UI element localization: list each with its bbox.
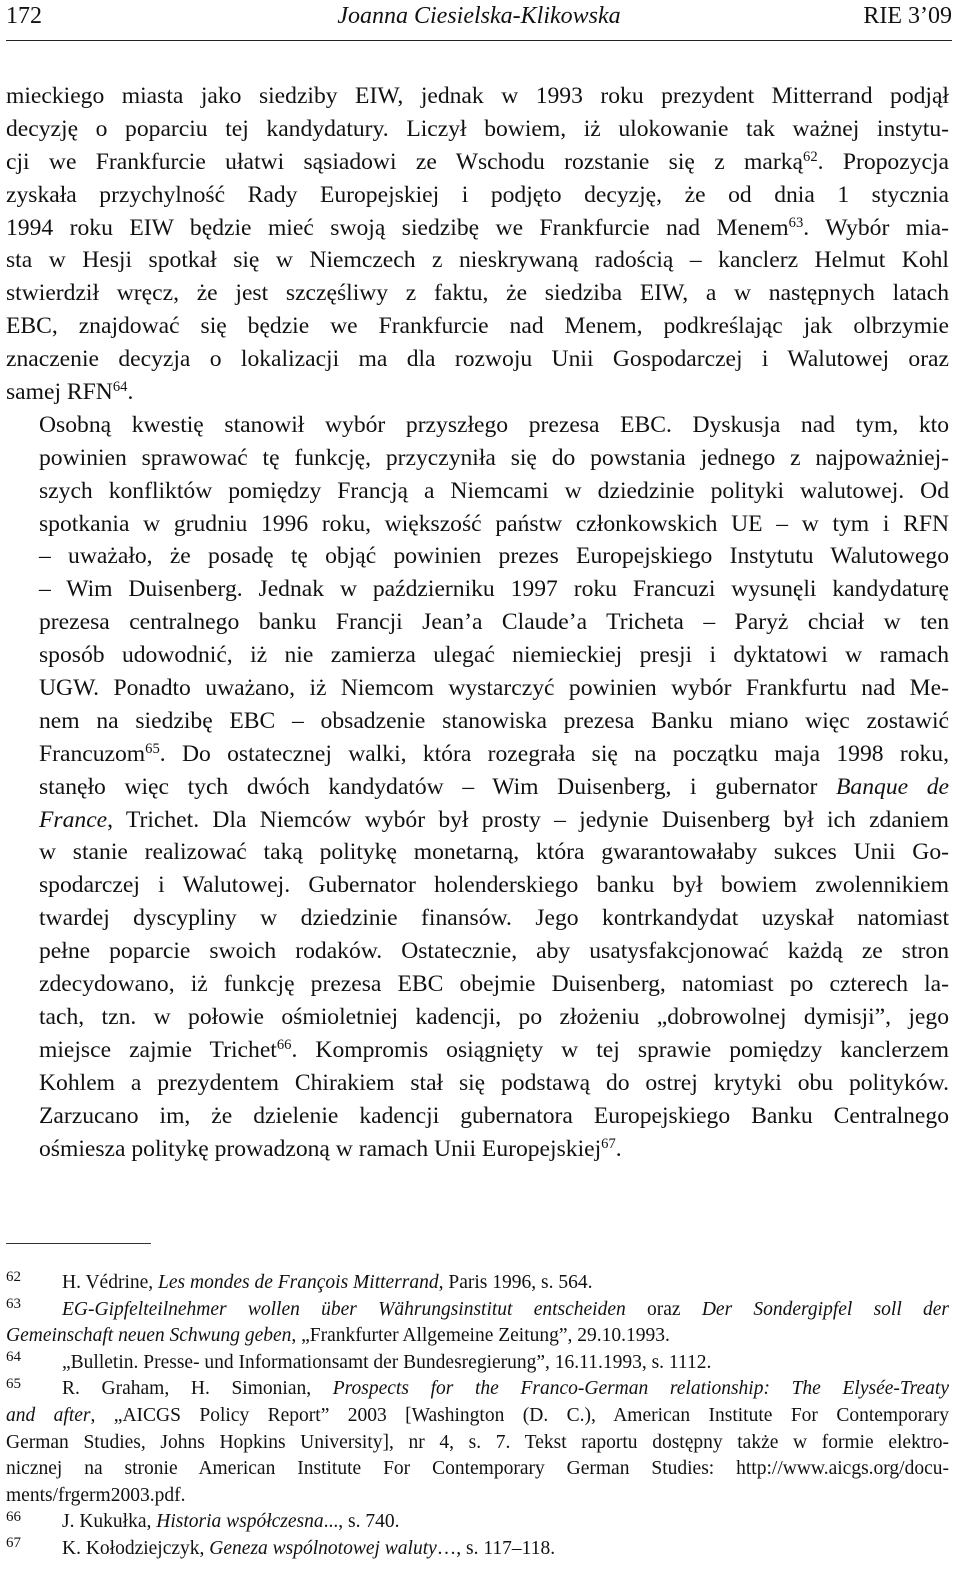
text-run: zyskała przychylność Rady Europejskiej i podjęto decyzję, że od dnia 1 stycznia [6,181,949,208]
text-line [6,1001,949,1034]
text-run: decyzję o poparciu tej kandydatury. Liczył bowiem, iż ulokowanie tak ważnej instytu- [6,115,949,142]
italic-text: Gemeinschaft neuen Schwung geben [6,1325,292,1347]
text-run: stwierdził wręcz, że jest szczęśliwy z faktu, że siedziba EIW, a w następnych latach [6,280,949,307]
paragraph-1 [6,80,949,409]
italic-text: and after [6,1404,91,1426]
text-line [6,343,949,376]
text-line [6,376,949,409]
text-line [6,672,949,705]
text-run: . Kompromis osiągnięty w tej sprawie pomiędzy kanclerzem [291,1036,949,1063]
paragraph-2 [6,409,949,1165]
text-line [6,1133,949,1166]
text-run: J. Kukułka, [62,1511,157,1533]
text-line [6,310,949,343]
text-run: H. Védrine, [62,1272,159,1293]
footnote-line [6,1483,949,1510]
text-line [6,804,949,837]
footnote-line [6,1430,949,1457]
footnote-line [6,1403,949,1430]
text-run: UGW. Ponadto uważano, iż Niemcom wystarczyć powinien wybór Frankfurtu nad Me- [39,675,949,702]
text-run: stanęło więc tych dwóch kandydatów – Wim Duisenberg, i gubernator [39,773,837,800]
text-line [6,836,949,869]
text-run: tach, tzn. w połowie ośmioletniej kadencji, po złożeniu „dobrowolnej dymisji”, jego [39,1003,949,1030]
italic-text: Banque de [836,773,949,800]
page-header [6,0,952,41]
footnote-line: 66 J. Kukułka, Historia współczesna..., s. 740. [6,1508,400,1533]
text-run: . [127,379,134,406]
text-line [6,244,949,277]
footnote-line [6,1323,949,1350]
text-run: ..., s. 740. [323,1511,400,1533]
text-run: EBC, znajdować się będzie we Frankfurcie nad Menem, podkreślając jak olbrzymie [6,313,949,340]
footnote-ref: 65 [145,740,160,757]
text-run: znaczenie decyzja o lokalizacji ma dla rozwoju Unii Gospodarczej i Walutowej oraz [6,346,949,373]
footnote-ref: 67 [601,1135,616,1152]
text-run: ments/frgerm2003.pdf. [6,1484,186,1506]
text-run: Osobną kwestię stanowił wybór przyszłego prezesa EBC. Dyskusja nad tym, kto [39,411,949,438]
text-line [6,935,949,968]
text-run: twardej dyscypliny w dziedzinie finansów. Jego kontrkandydat uzyskał natomiast [39,905,949,932]
text-line [6,442,949,475]
text-line [6,1034,949,1067]
italic-text: Historia współczesna [156,1511,324,1533]
text-run: Francuzom [39,740,146,767]
text-run: ośmiesza politykę prowadzoną w ramach Unii Europejskiej [39,1135,602,1162]
text-run: oraz [625,1298,702,1320]
footnote-line: 62 H. Védrine, Les mondes de François Mitterrand, Paris 1996, s. 564. [6,1269,593,1293]
text-line [6,277,949,310]
text-run: 1994 roku EIW będzie mieć swoją siedzibę we Frankfurcie nad Menem [6,214,789,241]
footnote-ref: 62 [803,148,818,165]
footnote-separator [6,1243,151,1244]
text-line [6,771,949,804]
text-run: sta w Hesji spotkał się w Niemczech z nieskrywaną radością – kanclerz Helmut Kohl [6,247,949,274]
text-run: powinien sprawować tę funkcję, przyczyniła się do powstania jednego z najpoważniej- [39,444,949,471]
italic-text: Geneza wspólnotowej waluty [209,1537,437,1559]
text-line [6,705,949,738]
text-run: samej RFN [6,379,113,406]
text-line [6,475,949,508]
text-run: „Bulletin. Presse- und Informationsamt der Bundesregierung”, 16.11.1993, s. 1112. [62,1351,712,1373]
text-run: spodarczej i Walutowej. Gubernator holenderskiego banku był bowiem zwolennikiem [39,872,949,899]
text-run: szych konfliktów pomiędzy Francją a Niemcami w dziedzinie polityki walutowej. Od [39,477,949,504]
text-run: – uważało, że posadę tę objąć powinien prezes Europejskiego Instytutu Walutowego [39,543,949,570]
text-run: miejsce zajmie Trichet [39,1036,277,1063]
text-line [6,606,949,639]
text-run: mieckiego miasta jako siedziby EIW, jednak w 1993 roku prezydent Mitterrand podjął [6,83,949,109]
text-line [6,80,949,113]
text-line [6,1067,949,1100]
running-author: Joanna Ciesielska-Klikowska [337,3,621,29]
footnote-line: 67 K. Kołodziejczyk, Geneza wspólnotowej waluty…, s. 117–118. [6,1535,556,1559]
text-line [6,212,949,245]
text-run: pełne poparcie swoich rodaków. Ostatecznie, aby usatysfakcjonować każdą ze stron [39,938,949,965]
text-run: , Paris 1996, s. 564. [438,1272,593,1293]
text-run: Zarzucano im, że dzielenie kadencji gubernatora Europejskiego Banku Centralnego [39,1102,949,1129]
text-run: nem na siedzibę EBC – obsadzenie stanowiska prezesa Banku miano więc zostawić [39,707,949,734]
text-line [6,869,949,902]
text-line [6,540,949,573]
footnote-line: 64 „Bulletin. Presse- und Informationsamt der Bundesregierung”, 16.11.1993, s. 1112. [6,1349,712,1373]
text-run: zdecydowano, iż funkcję prezesa EBC obejmie Duisenberg, natomiast po czterech la- [39,971,949,998]
text-run: , „Frankfurter Allgemeine Zeitung”, 29.10.1993. [291,1325,670,1347]
text-run: . [615,1135,622,1162]
text-run: , „AICGS Policy Report” 2003 [Washington (D. C.), American Institute For Contemporary [90,1404,949,1426]
text-run: cji we Frankfurcie ułatwi sąsiadowi ze Wschodu rozstanie się z marką [6,148,803,175]
text-run: . Propozycja [817,148,950,175]
text-run: w stanie realizować taką politykę monetarną, która gwarantowałaby sukces Unii Go- [39,839,949,866]
italic-text: France [39,806,108,833]
text-run: nicznej na stronie American Institute For Contemporary German Studies: http://www.aicgs.org/docu- [6,1458,949,1480]
text-run: prezesa centralnego banku Francji Jean’a Claude’a Tricheta – Paryż chciał w ten [39,609,949,636]
italic-text: Der Sondergipfel soll der [701,1298,950,1320]
text-line [6,146,949,179]
page-number: 172 [6,3,42,29]
footnote-line: 63 EG-Gipfelteilnehmer wollen über Währungsinstitut entscheiden oraz Der Sondergipfel soll der [6,1295,950,1320]
text-run: …, s. 117–118. [436,1537,556,1559]
footnote-ref: 66 [276,1036,292,1053]
footnote-ref: 63 [788,214,804,231]
footnote-line: 65 R. Graham, H. Simonian, Prospects for the Franco-German relationship: The Elysée-Treaty [6,1375,949,1400]
text-line [6,573,949,606]
journal-issue: RIE 3’09 [863,3,952,29]
text-run: . Wybór mia- [803,214,949,241]
text-run: , Trichet. Dla Niemców wybór był prosty – jedynie Duisenberg był ich zdaniem [107,806,949,833]
italic-text: Prospects for the Franco-German relationship: The Elysée-Treaty [332,1378,949,1400]
text-run: R. Graham, H. Simonian, [62,1378,333,1400]
footnote-line [6,1456,949,1483]
text-line [6,113,949,146]
text-line [6,968,949,1001]
text-line [6,902,949,935]
text-run: sposób udowodnić, iż nie zamierza ulegać niemieckiej presji i dyktatowi w ramach [39,642,949,669]
text-run: German Studies, Johns Hopkins University], nr 4, s. 7. Tekst raportu dostępny także w formie elektro- [6,1431,949,1453]
article-body [6,80,949,1165]
text-line [6,508,949,541]
text-run: . Do ostatecznej walki, która rozegrała się na początku maja 1998 roku, [159,740,949,767]
footnotes [6,1270,949,1563]
text-run: Kohlem a prezydentem Chirakiem stał się podstawą do ostrej krytyki obu polityków. [39,1069,949,1096]
text-line [6,179,949,212]
text-run: spotkania w grudniu 1996 roku, większość państw członkowskich UE – w tym i RFN [39,510,949,537]
text-line [6,639,949,672]
text-line [6,738,949,771]
text-line [6,1100,949,1133]
text-run: – Wim Duisenberg. Jednak w październiku 1997 roku Francuzi wysunęli kandydaturę [39,576,949,603]
footnote-ref: 64 [112,378,128,395]
text-line [6,409,949,442]
italic-text: Les mondes de François Mitterrand [158,1272,439,1293]
italic-text: EG-Gipfelteilnehmer wollen über Währungsinstitut entscheiden [62,1298,626,1320]
text-run: K. Kołodziejczyk, [62,1537,210,1559]
